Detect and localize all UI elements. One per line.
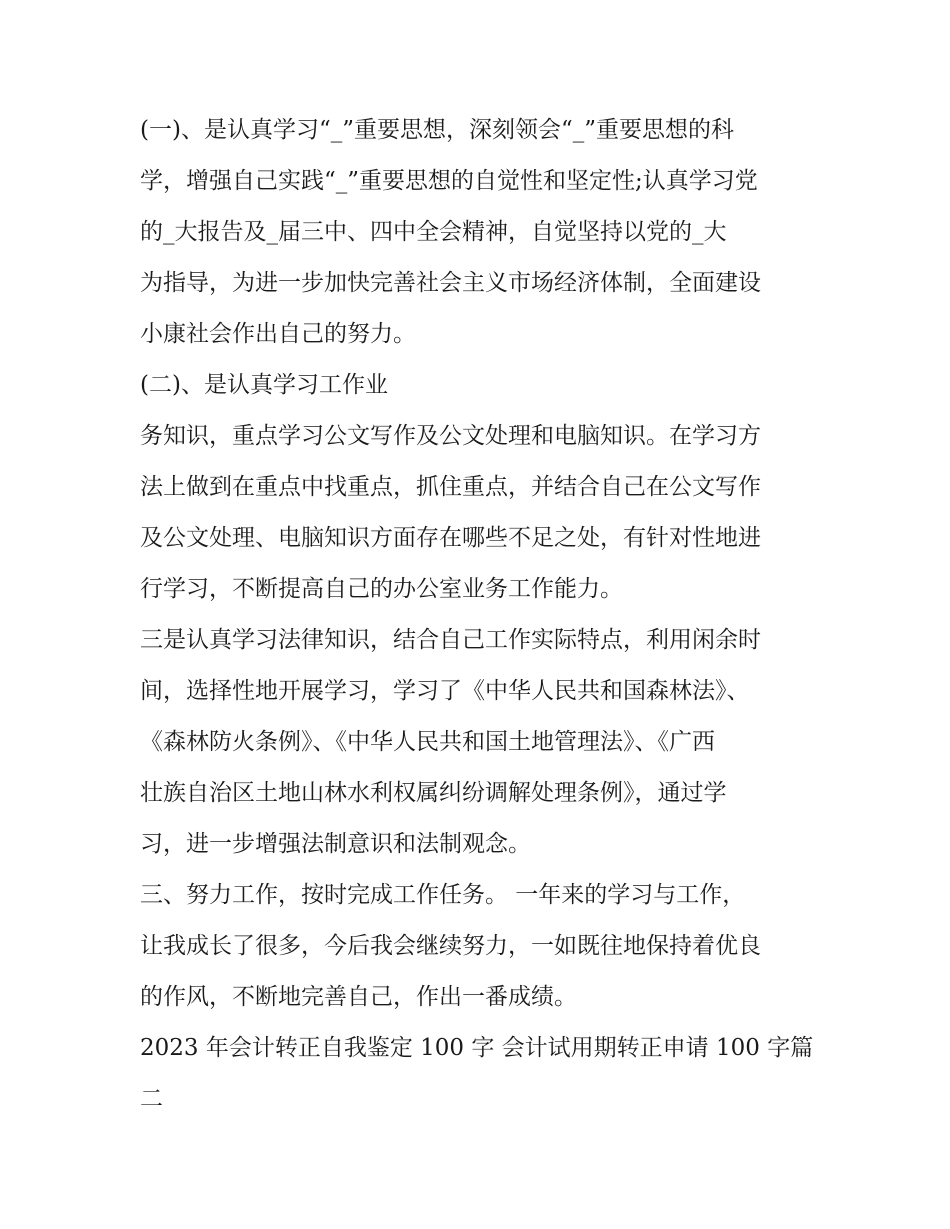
text-line: 让我成长了很多，今后我会继续努力，一如既往地保持着优良	[140, 933, 761, 959]
section-heading: 2023 年会计转正自我鉴定 100 字 会计试用期转正申请 100 字篇	[140, 1035, 814, 1061]
section-heading: 二	[140, 1086, 163, 1112]
document-body	[140, 105, 820, 1125]
text-line: 务知识，重点学习公文写作及公文处理和电脑知识。在学习方	[140, 423, 761, 449]
text-line: 间，选择性地开展学习，学习了《中华人民共和国森林法》、	[140, 678, 750, 704]
text-line: 壮族自治区土地山林水利权属纠纷调解处理条例》，通过学	[140, 780, 727, 806]
text-line: 的_大报告及_届三中、四中全会精神，自觉坚持以党的_大	[140, 219, 727, 245]
text-line: 为指导，为进一步加快完善社会主义市场经济体制，全面建设	[140, 270, 761, 296]
text-line: 法上做到在重点中找重点，抓住重点，并结合自己在公文写作	[140, 474, 761, 500]
text-line: 三是认真学习法律知识，结合自己工作实际特点，利用闲余时	[140, 627, 761, 653]
text-line: 习，进一步增强法制意识和法制观念。	[140, 831, 531, 857]
text-line: 行学习，不断提高自己的办公室业务工作能力。	[140, 576, 623, 602]
text-line: 三、努力工作，按时完成工作任务。 一年来的学习与工作，	[140, 882, 746, 908]
text-line: 《森林防火条例》、《中华人民共和国土地管理法》、《广西	[140, 729, 715, 755]
text-line: 的作风，不断地完善自己，作出一番成绩。	[140, 984, 577, 1010]
text-line: 小康社会作出自己的努力。	[140, 321, 416, 347]
text-line: (一)、是认真学习“_”重要思想，深刻领会“_”重要思想的科	[140, 117, 734, 143]
text-line: (二)、是认真学习工作业	[140, 372, 388, 398]
text-line: 学，增强自己实践“_”重要思想的自觉性和坚定性;认真学习党	[140, 168, 758, 194]
text-line: 及公文处理、电脑知识方面存在哪些不足之处，有针对性地进	[140, 525, 761, 551]
